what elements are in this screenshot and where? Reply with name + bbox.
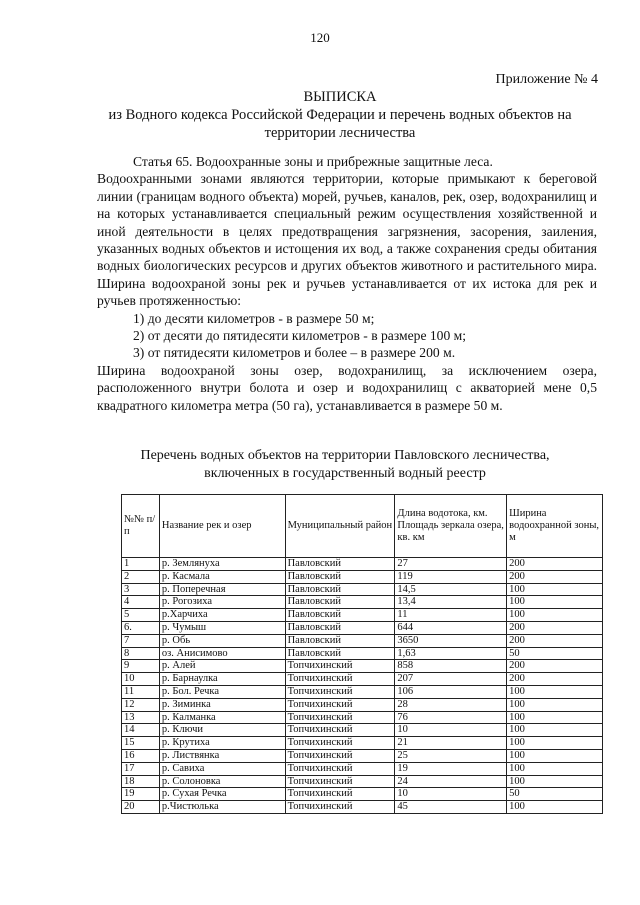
cell-zone-width: 50 [507,788,603,801]
cell-district: Топчихинский [285,698,395,711]
table-title-line2: включенных в государственный водный реестр [204,466,486,481]
cell-length: 644 [395,621,507,634]
cell-district: Павловский [285,583,395,596]
cell-zone-width: 200 [507,570,603,583]
table-row [122,673,603,686]
table-row [122,660,603,673]
cell-length: 13,4 [395,596,507,609]
cell-number: 5 [122,609,160,622]
cell-name: р. Чумыш [159,621,285,634]
table-row [122,647,603,660]
cell-zone-width: 100 [507,711,603,724]
cell-name: р. Барнаулка [159,673,285,686]
cell-name: р. Солоновка [159,775,285,788]
cell-number: 20 [122,801,160,814]
cell-name: р.Харчиха [159,609,285,622]
table-row [122,762,603,775]
cell-length: 21 [395,737,507,750]
cell-number: 7 [122,634,160,647]
cell-district: Павловский [285,621,395,634]
cell-zone-width: 200 [507,621,603,634]
table-row [122,788,603,801]
cell-zone-width: 200 [507,660,603,673]
cell-district: Павловский [285,609,395,622]
article-text [97,153,597,414]
cell-zone-width: 100 [507,775,603,788]
cell-district: Топчихинский [285,660,395,673]
cell-district: Павловский [285,596,395,609]
cell-number: 3 [122,583,160,596]
cell-length: 14,5 [395,583,507,596]
cell-name: р. Листвянка [159,749,285,762]
table-row [122,596,603,609]
header-number: №№ п/п [122,495,160,558]
cell-number: 17 [122,762,160,775]
table-row [122,737,603,750]
cell-length: 10 [395,788,507,801]
cell-number: 10 [122,673,160,686]
cell-district: Топчихинский [285,685,395,698]
cell-length: 11 [395,609,507,622]
table-row [122,698,603,711]
cell-length: 1,63 [395,647,507,660]
header-length: Длина водотока, км. Площадь зеркала озера, кв. км [395,495,507,558]
header-name: Название рек и озер [159,495,285,558]
cell-length: 858 [395,660,507,673]
cell-zone-width: 100 [507,698,603,711]
table-row [122,609,603,622]
cell-district: Павловский [285,634,395,647]
table-body [122,558,603,814]
header-district: Муниципальный район [285,495,395,558]
cell-length: 10 [395,724,507,737]
cell-name: р. Крутиха [159,737,285,750]
heading-subtitle-line1: из Водного кодекса Российской Федерации и перечень водных объектов на [108,107,572,123]
cell-name: р. Землянуха [159,558,285,571]
cell-district: Топчихинский [285,775,395,788]
cell-number: 12 [122,698,160,711]
table-row [122,711,603,724]
cell-name: р. Сухая Речка [159,788,285,801]
cell-district: Топчихинский [285,673,395,686]
document-heading [60,88,620,142]
cell-length: 119 [395,570,507,583]
cell-zone-width: 100 [507,609,603,622]
table-header-row [122,495,603,558]
cell-length: 45 [395,801,507,814]
header-zone-width: Ширина водоохранной зоны, м [507,495,603,558]
appendix-label: Приложение № 4 [495,72,598,87]
heading-title: ВЫПИСКА [303,89,377,105]
cell-zone-width: 100 [507,724,603,737]
table-row [122,801,603,814]
cell-number: 13 [122,711,160,724]
cell-district: Топчихинский [285,724,395,737]
cell-number: 11 [122,685,160,698]
cell-district: Топчихинский [285,711,395,724]
table-row [122,775,603,788]
cell-name: р.Чистюлька [159,801,285,814]
cell-length: 106 [395,685,507,698]
cell-district: Топчихинский [285,801,395,814]
cell-zone-width: 100 [507,583,603,596]
water-objects-table [121,494,603,814]
cell-zone-width: 200 [507,558,603,571]
table-row [122,558,603,571]
table-row [122,583,603,596]
cell-length: 25 [395,749,507,762]
cell-number: 19 [122,788,160,801]
cell-zone-width: 50 [507,647,603,660]
cell-name: р. Бол. Речка [159,685,285,698]
table-row [122,634,603,647]
cell-zone-width: 100 [507,762,603,775]
cell-number: 6. [122,621,160,634]
cell-zone-width: 100 [507,801,603,814]
cell-district: Павловский [285,558,395,571]
cell-zone-width: 100 [507,596,603,609]
table-row [122,685,603,698]
cell-zone-width: 200 [507,673,603,686]
cell-number: 9 [122,660,160,673]
cell-zone-width: 100 [507,749,603,762]
list-item: 1) до десяти километров - в размере 50 м; [133,310,375,326]
cell-length: 19 [395,762,507,775]
cell-zone-width: 100 [507,737,603,750]
cell-number: 1 [122,558,160,571]
table-title-line1: Перечень водных объектов на территории Павловского лесничества, [140,448,550,463]
cell-number: 4 [122,596,160,609]
cell-number: 14 [122,724,160,737]
article-paragraph-2: Ширина водоохраной зоны озер, водохранилищ, за исключением озера, расположенного внутри болота и озер и водохранилищ с акваторией мене 0,5 квадратного километра метра (50 га), устанавливается в размере 50 м. [97,362,597,413]
table-row [122,621,603,634]
cell-district: Топчихинский [285,749,395,762]
cell-number: 18 [122,775,160,788]
cell-length: 27 [395,558,507,571]
cell-number: 16 [122,749,160,762]
cell-district: Павловский [285,647,395,660]
cell-length: 207 [395,673,507,686]
cell-length: 76 [395,711,507,724]
table-title [80,447,610,483]
cell-name: р. Касмала [159,570,285,583]
list-item: 3) от пятидесяти километров и более – в размере 200 м. [133,345,456,361]
table-row [122,724,603,737]
cell-number: 15 [122,737,160,750]
cell-zone-width: 200 [507,634,603,647]
cell-name: оз. Анисимово [159,647,285,660]
article-paragraph-1: Водоохранными зонами являются территории, которые примыкают к береговой линии (границам водного объекта) морей, ручьев, каналов, рек, озер, водохранилищ и на которых устанавливается специальный режим осуществления хозяйственной и иной деятельности в целях предотвращения загрязнения, засорения, заиления, указанных водных объектов и истощения их вод, а также сохранения среды обитания водных биологических ресурсов и других объектов животного и растительного мира. Ширина водоохраной зоны рек и ручьев устанавливается от их истока для рек и ручьев протяженностью: [97,171,597,309]
cell-name: р. Рогозиха [159,596,285,609]
cell-number: 8 [122,647,160,660]
heading-subtitle-line2: территории лесничества [264,125,416,141]
cell-district: Топчихинский [285,788,395,801]
cell-district: Топчихинский [285,762,395,775]
cell-name: р. Ключи [159,724,285,737]
cell-name: р. Поперечная [159,583,285,596]
cell-district: Топчихинский [285,737,395,750]
cell-name: р. Алей [159,660,285,673]
cell-name: р. Калманка [159,711,285,724]
cell-name: р. Обь [159,634,285,647]
cell-name: р. Зиминка [159,698,285,711]
cell-number: 2 [122,570,160,583]
cell-name: р. Савиха [159,762,285,775]
cell-zone-width: 100 [507,685,603,698]
list-item: 2) от десяти до пятидесяти километров - в размере 100 м; [133,328,467,344]
cell-district: Павловский [285,570,395,583]
cell-length: 28 [395,698,507,711]
cell-length: 3650 [395,634,507,647]
table-row [122,749,603,762]
article-title: Статья 65. Водоохранные зоны и прибрежные защитные леса. [133,154,493,169]
cell-length: 24 [395,775,507,788]
page-number: 120 [310,30,330,45]
table-row [122,570,603,583]
